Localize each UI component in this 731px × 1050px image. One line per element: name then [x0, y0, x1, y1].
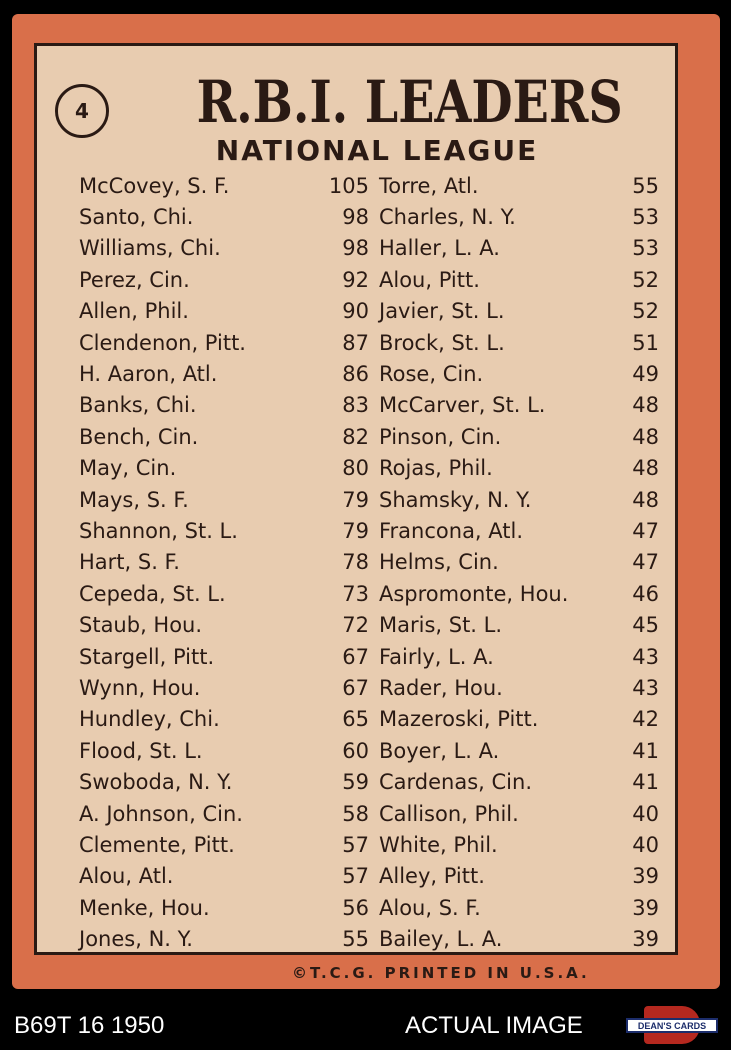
rbi-value: 58 — [342, 801, 369, 826]
leader-row — [79, 735, 369, 766]
rbi-value: 47 — [632, 518, 659, 543]
rbi-value: 78 — [342, 550, 369, 575]
player-name: Hart, S. F. — [79, 550, 180, 575]
leader-row — [379, 264, 659, 295]
leader-row — [79, 829, 369, 860]
leader-row — [79, 578, 369, 609]
leader-row — [79, 390, 369, 421]
rbi-value: 40 — [632, 801, 659, 826]
leader-row — [79, 296, 369, 327]
player-name: Pinson, Cin. — [379, 424, 502, 449]
leader-row — [379, 327, 659, 358]
player-name: Torre, Atl. — [379, 173, 479, 198]
leader-row — [379, 609, 659, 640]
deans-cards-logo — [626, 1006, 718, 1044]
player-name: Alley, Pitt. — [379, 864, 485, 889]
leader-row — [79, 861, 369, 892]
rbi-value: 48 — [632, 456, 659, 481]
leader-row — [79, 515, 369, 546]
player-name: Aspromonte, Hou. — [379, 581, 569, 606]
player-name: Clendenon, Pitt. — [79, 330, 246, 355]
leader-row — [379, 704, 659, 735]
player-name: Swoboda, N. Y. — [79, 770, 233, 795]
leader-row — [379, 296, 659, 327]
leader-row — [379, 233, 659, 264]
rbi-value: 51 — [632, 330, 659, 355]
rbi-value: 67 — [342, 675, 369, 700]
rbi-value: 67 — [342, 644, 369, 669]
rbi-value: 98 — [342, 236, 369, 261]
rbi-value: 52 — [632, 299, 659, 324]
rbi-value: 79 — [342, 518, 369, 543]
rbi-value: 86 — [342, 362, 369, 387]
player-name: Staub, Hou. — [79, 613, 203, 638]
leaders-right-column — [379, 170, 659, 955]
rbi-value: 55 — [342, 927, 369, 952]
player-name: Francona, Atl. — [379, 518, 524, 543]
rbi-value: 79 — [342, 487, 369, 512]
rbi-value: 59 — [342, 770, 369, 795]
rbi-value: 52 — [632, 267, 659, 292]
leader-row — [79, 233, 369, 264]
player-name: Hundley, Chi. — [79, 707, 220, 732]
rbi-value: 57 — [342, 832, 369, 857]
leader-row — [79, 453, 369, 484]
card-title: R.B.I. LEADERS — [196, 68, 623, 136]
rbi-value: 43 — [632, 644, 659, 669]
rbi-value: 60 — [342, 738, 369, 763]
rbi-value: 43 — [632, 675, 659, 700]
player-name: Stargell, Pitt. — [79, 644, 215, 669]
leader-row — [79, 547, 369, 578]
leader-row — [379, 547, 659, 578]
leader-row — [379, 201, 659, 232]
leader-row — [379, 798, 659, 829]
player-name: Rader, Hou. — [379, 675, 503, 700]
player-name: Jones, N. Y. — [79, 927, 193, 952]
player-name: Shannon, St. L. — [79, 518, 238, 543]
card-panel — [34, 43, 678, 955]
leader-row — [79, 892, 369, 923]
player-name: Alou, S. F. — [379, 895, 481, 920]
rbi-value: 48 — [632, 487, 659, 512]
player-name: Shamsky, N. Y. — [379, 487, 532, 512]
actual-image-label: ACTUAL IMAGE — [405, 1012, 583, 1039]
leader-row — [379, 672, 659, 703]
leader-row — [379, 484, 659, 515]
rbi-value: 39 — [632, 927, 659, 952]
leader-row — [379, 923, 659, 954]
player-name: Mazeroski, Pitt. — [379, 707, 539, 732]
player-name: McCarver, St. L. — [379, 393, 546, 418]
copyright-line: ©T.C.G. PRINTED IN U.S.A. — [292, 964, 590, 982]
rbi-value: 92 — [342, 267, 369, 292]
leader-row — [379, 453, 659, 484]
card-subtitle: NATIONAL LEAGUE — [215, 134, 539, 167]
leader-row — [379, 421, 659, 452]
rbi-value: 57 — [342, 864, 369, 889]
player-name: Brock, St. L. — [379, 330, 505, 355]
rbi-value: 45 — [632, 613, 659, 638]
leader-row — [79, 170, 369, 201]
leader-row — [379, 578, 659, 609]
rbi-value: 56 — [342, 895, 369, 920]
leader-row — [79, 264, 369, 295]
rbi-value: 49 — [632, 362, 659, 387]
rbi-value: 82 — [342, 424, 369, 449]
leader-row — [379, 358, 659, 389]
rbi-value: 53 — [632, 205, 659, 230]
player-name: Santo, Chi. — [79, 205, 194, 230]
player-name: Wynn, Hou. — [79, 675, 201, 700]
rbi-value: 73 — [342, 581, 369, 606]
rbi-value: 39 — [632, 864, 659, 889]
leader-row — [379, 892, 659, 923]
player-name: Fairly, L. A. — [379, 644, 494, 669]
player-name: May, Cin. — [79, 456, 177, 481]
leader-row — [79, 609, 369, 640]
leader-row — [79, 484, 369, 515]
player-name: Alou, Pitt. — [379, 267, 480, 292]
rbi-value: 65 — [342, 707, 369, 732]
rbi-value: 48 — [632, 424, 659, 449]
leader-row — [379, 390, 659, 421]
rbi-value: 72 — [342, 613, 369, 638]
player-name: Clemente, Pitt. — [79, 832, 235, 857]
player-name: Alou, Atl. — [79, 864, 174, 889]
player-name: Haller, L. A. — [379, 236, 500, 261]
leader-row — [379, 170, 659, 201]
player-name: Rose, Cin. — [379, 362, 484, 387]
leader-row — [379, 861, 659, 892]
player-name: Mays, S. F. — [79, 487, 189, 512]
leader-row — [79, 641, 369, 672]
leader-row — [79, 421, 369, 452]
rbi-value: 47 — [632, 550, 659, 575]
leader-row — [79, 766, 369, 797]
player-name: A. Johnson, Cin. — [79, 801, 243, 826]
player-name: Boyer, L. A. — [379, 738, 500, 763]
rbi-value: 80 — [342, 456, 369, 481]
rbi-value: 83 — [342, 393, 369, 418]
leader-row — [379, 641, 659, 672]
rbi-value: 46 — [632, 581, 659, 606]
player-name: Williams, Chi. — [79, 236, 221, 261]
player-name: Flood, St. L. — [79, 738, 203, 763]
rbi-value: 55 — [632, 173, 659, 198]
leader-row — [379, 829, 659, 860]
player-name: McCovey, S. F. — [79, 173, 230, 198]
rbi-value: 48 — [632, 393, 659, 418]
leader-row — [79, 358, 369, 389]
leader-row — [79, 327, 369, 358]
rbi-value: 98 — [342, 205, 369, 230]
rbi-value: 53 — [632, 236, 659, 261]
leaders-left-column — [79, 170, 369, 955]
player-name: Bench, Cin. — [79, 424, 199, 449]
player-name: Cepeda, St. L. — [79, 581, 226, 606]
player-name: Allen, Phil. — [79, 299, 189, 324]
leader-row — [79, 798, 369, 829]
rbi-value: 40 — [632, 832, 659, 857]
player-name: Charles, N. Y. — [379, 205, 516, 230]
rbi-value: 90 — [342, 299, 369, 324]
rbi-value: 39 — [632, 895, 659, 920]
player-name: Helms, Cin. — [379, 550, 499, 575]
leader-row — [79, 201, 369, 232]
rbi-value: 42 — [632, 707, 659, 732]
leader-row — [79, 704, 369, 735]
player-name: Menke, Hou. — [79, 895, 210, 920]
player-name: H. Aaron, Atl. — [79, 362, 218, 387]
player-name: Javier, St. L. — [379, 299, 505, 324]
leader-row — [379, 735, 659, 766]
rbi-value: 105 — [328, 173, 369, 198]
player-name: Perez, Cin. — [79, 267, 190, 292]
player-name: Bailey, L. A. — [379, 927, 503, 952]
card-back — [12, 14, 720, 989]
player-name: Cardenas, Cin. — [379, 770, 532, 795]
leader-row — [379, 515, 659, 546]
card-number: 4 — [55, 84, 109, 138]
listing-code: B69T 16 1950 — [14, 1012, 165, 1039]
leader-row — [379, 766, 659, 797]
leader-row — [79, 672, 369, 703]
leader-row — [79, 923, 369, 954]
player-name: White, Phil. — [379, 832, 498, 857]
rbi-value: 41 — [632, 738, 659, 763]
rbi-value: 87 — [342, 330, 369, 355]
rbi-value: 41 — [632, 770, 659, 795]
logo-band: DEAN'S CARDS — [626, 1018, 718, 1033]
player-name: Maris, St. L. — [379, 613, 503, 638]
player-name: Rojas, Phil. — [379, 456, 493, 481]
player-name: Banks, Chi. — [79, 393, 197, 418]
player-name: Callison, Phil. — [379, 801, 519, 826]
